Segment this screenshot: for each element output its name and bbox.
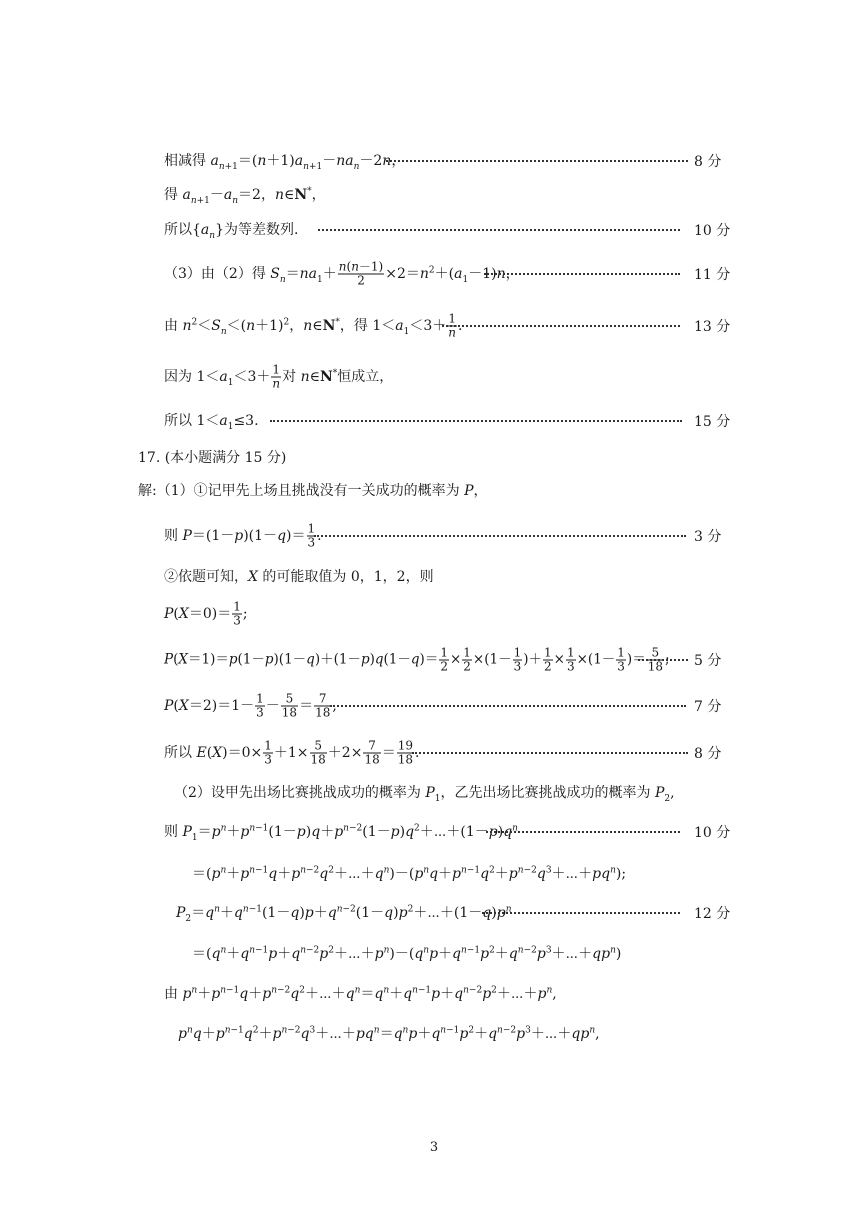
line-P: [0, 521, 868, 550]
line-PX2: [0, 691, 868, 720]
statement: 因为 $1<a_1<3+$ $\frac{1}{n}$ 对 n∈N*恒成立，: [164, 362, 394, 391]
equation: P(X＝1)＝p(1－p)(1－q)＋(1－p)q(1－q)＝ $\frac{1}{2}$ × $\frac{1}{2}$ ×(1－ $\frac{1}{3}$ )＋ $\frac{1}{2}$ × $\frac{1}{3}$ ×(1－ $\frac{1}{3}$ )＝ $\frac{5}{18}$ ;: [164, 645, 670, 674]
line-compare-1: [0, 981, 868, 1005]
equation: $=(q^n+q^{n-1}p+q^{n-2}p^2+\cdots+p^n)-(q^np+q^{n-1}p^2+q^{n-2}p^3+\cdots+qp^n)$: [192, 945, 622, 962]
line-P1-expanded: [0, 861, 868, 885]
equation: 相减得 $a_{n+1}=(n+1)a_{n+1}-na_n-2n$，: [164, 153, 406, 172]
equation: 由 $n^2<S_n<(n+1)^2$，n∈N*，得 $1<a_1<3+$ $\frac{1}{n}$ .: [164, 311, 463, 340]
dot-leader: [386, 160, 688, 162]
dot-leader: [638, 659, 688, 661]
page-number: 3: [429, 1140, 439, 1155]
dot-leader: [486, 831, 680, 833]
score-label: 10 分: [694, 825, 731, 841]
line-P1: [0, 820, 868, 844]
score-label: 8 分: [694, 746, 722, 762]
line-compare-2: [0, 1021, 868, 1045]
equation: $p^nq+p^{n-1}q^2+p^{n-2}q^3+\cdots+pq^n=q^np+q^{n-1}p^2+q^{n-2}p^3+\cdots+qp^n$,: [178, 1025, 600, 1042]
score-label: 10 分: [694, 223, 731, 239]
line-arithmetic: [0, 218, 868, 242]
line-P2-expanded: [0, 941, 868, 965]
score-label: 11 分: [694, 267, 731, 283]
problem-title: 17. (本小题满分 15 分): [138, 450, 287, 466]
line-conclusion: [0, 409, 868, 433]
line-difference: [0, 183, 868, 207]
equation: $=(p^n+p^{n-1}q+p^{n-2}q^2+\cdots+q^n)-(p^nq+p^{n-1}q^2+p^{n-2}q^3+\cdots+pq^n)$;: [192, 865, 627, 882]
line-solution-intro: [0, 478, 868, 502]
statement: ②依题可知，X 的可能取值为 0，1，2，则: [164, 569, 434, 585]
score-label: 12 分: [694, 906, 731, 922]
equation: 得 $a_{n+1}-a_n=2$，n∈N*，: [164, 186, 326, 206]
line-part3: [0, 259, 868, 288]
dot-leader: [270, 420, 682, 422]
score-label: 3 分: [694, 529, 722, 545]
score-label: 13 分: [694, 319, 731, 335]
line-EX: [0, 738, 868, 767]
statement: 所以 $1<a_1\le 3$.: [164, 413, 259, 432]
dot-leader: [412, 752, 688, 754]
dot-leader: [484, 273, 680, 275]
problem-17-header: [0, 445, 868, 469]
equation: $P_2=q^n+q^{n-1}(1-q)p+q^{n-2}(1-q)p^2+\cdots+(1-q)p^n$: [176, 904, 512, 924]
line-P2: [0, 901, 868, 925]
score-label: 5 分: [694, 653, 722, 669]
score-label: 8 分: [694, 154, 722, 170]
line-part2-intro: [0, 781, 868, 805]
dot-leader: [330, 705, 686, 707]
line-inequality: [0, 311, 868, 340]
score-label: 7 分: [694, 699, 722, 715]
dot-leader: [442, 325, 680, 327]
line-PX0: [0, 599, 868, 628]
equation: P(X＝0)＝ $\frac{1}{3}$ ;: [164, 599, 248, 628]
dot-leader: [314, 535, 686, 537]
equation: P(X＝2)＝1－ $\frac{1}{3}$ － $\frac{5}{18}$ ＝ $\frac{7}{18}$ ,: [164, 691, 337, 720]
line-X-values: [0, 564, 868, 588]
equation: 所以 E(X)＝0× $\frac{1}{3}$ ＋1× $\frac{5}{18}$ ＋2× $\frac{7}{18}$ ＝ $\frac{19}{18}$ .: [164, 738, 420, 767]
equation: 则 P＝(1－p)(1－q)＝ $\frac{1}{3}$ .: [164, 521, 322, 550]
dot-leader: [482, 912, 680, 914]
dot-leader: [318, 229, 680, 231]
line-PX1: [0, 645, 868, 674]
line-holds: [0, 362, 868, 391]
line-subtract: [0, 149, 868, 173]
statement: 解:（1）①记甲先上场且挑战没有一关成功的概率为 P，: [138, 483, 488, 499]
score-label: 15 分: [694, 414, 731, 430]
equation: 由 $p^n+p^{n-1}q+p^{n-2}q^2+\cdots+q^n=q^n+q^{n-1}p+q^{n-2}p^2+\cdots+p^n$,: [164, 985, 557, 1002]
equation: 则 $P_1=p^n+p^{n-1}(1-p)q+p^{n-2}(1-p)q^2+\cdots+(1-p)q^n$: [164, 823, 518, 843]
statement: （2）设甲先出场比赛挑战成功的概率为 $P_1$，乙先出场比赛挑战成功的概率为 $P_2$,: [174, 785, 675, 804]
equation: （3）由（2）得 $S_n=na_1+$ $\frac{n(n-1)}{2}$ $\times 2=n^2+(a_1-1)n$，: [164, 259, 520, 288]
statement: 所以$\{a_n\}$为等差数列.: [164, 222, 299, 241]
